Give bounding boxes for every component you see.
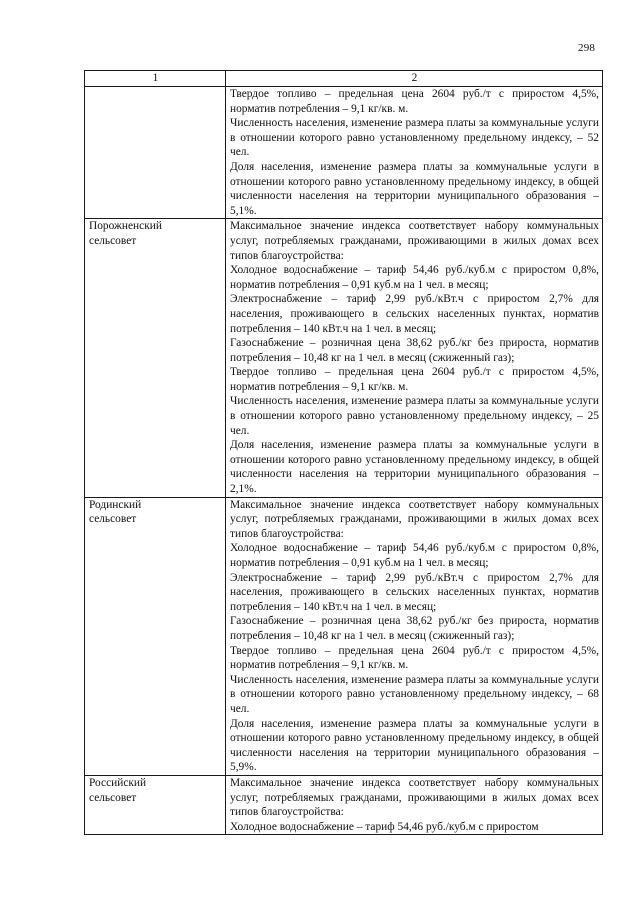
paragraph: Численность населения, изменение размера платы за коммунальные услуги в отношении которого равно установленному предельному индексу, – 52 чел. [230, 117, 599, 159]
paragraph: Максимальное значение индекса соответствует набору коммунальных услуг, потребляемых гражданами, проживающими в жилых домах всех типов благоустройства: [230, 776, 599, 819]
municipality-name: Родинский [89, 498, 142, 511]
description-cell [226, 87, 603, 219]
paragraph: Газоснабжение – розничная цена 38,62 руб./кг без прироста, норматив потребления – 10,48 кг на 1 чел. в месяц (сжиженный газ); [230, 615, 599, 642]
paragraph: Электроснабжение – тариф 2,99 руб./кВт.ч с приростом 2,7% для населения, проживающего в сельских населенных пунктах, норматив потребления – 140 кВт.ч на 1 чел. в месяц; [230, 571, 599, 613]
paragraph: Численность населения, изменение размера платы за коммунальные услуги в отношении которого равно установленному предельному индексу, – 25 чел. [230, 395, 599, 437]
description-cell [226, 775, 603, 834]
paragraph: Доля населения, изменение размера платы за коммунальные услуги в отношении которого равно установленному предельному индексу, в общей численности населения на территории муниципального образования – 5,9%. [230, 717, 599, 774]
paragraph: Твердое топливо – предельная цена 2604 руб./т с приростом 4,5%, норматив потребления – 9,1 кг/кв. м. [230, 366, 599, 393]
municipality-cell [85, 87, 226, 219]
paragraph: Газоснабжение – розничная цена 38,62 руб./кг без прироста, норматив потребления – 10,48 кг на 1 чел. в месяц (сжиженный газ); [230, 337, 599, 364]
column-header-1: 1 [85, 71, 226, 87]
municipality-type: сельсовет [89, 513, 137, 526]
description-cell [226, 497, 603, 775]
municipality-cell [85, 219, 226, 497]
municipal-index-table [84, 70, 603, 835]
paragraph: Доля населения, изменение размера платы за коммунальные услуги в отношении которого равно установленному предельному индексу, в общей численности населения на территории муниципального образования – 5,1%. [230, 160, 599, 217]
municipality-name: Порожненский [89, 220, 162, 233]
paragraph: Холодное водоснабжение – тариф 54,46 руб./куб.м с приростом [230, 820, 539, 833]
table-row [85, 497, 603, 775]
paragraph: Электроснабжение – тариф 2,99 руб./кВт.ч с приростом 2,7% для населения, проживающего в сельских населенных пунктах, норматив потребления – 140 кВт.ч на 1 чел. в месяц; [230, 293, 599, 335]
description-cell [226, 219, 603, 497]
paragraph: Максимальное значение индекса соответствует набору коммунальных услуг, потребляемых гражданами, проживающими в жилых домах всех типов благоустройства: [230, 498, 599, 540]
municipality-type: сельсовет [89, 791, 137, 804]
column-header-2: 2 [226, 71, 603, 87]
table-row [85, 87, 603, 219]
paragraph: Максимальное значение индекса соответствует набору коммунальных услуг, потребляемых гражданами, проживающими в жилых домах всех типов благоустройства: [230, 220, 599, 262]
page-number: 298 [578, 42, 596, 54]
paragraph: Холодное водоснабжение – тариф 54,46 руб./куб.м с приростом 0,8%, норматив потребления – 0,91 куб.м на 1 чел. в месяц; [230, 264, 599, 291]
paragraph: Твердое топливо – предельная цена 2604 руб./т с приростом 4,5%, норматив потребления – 9,1 кг/кв. м. [230, 644, 599, 672]
municipality-type: сельсовет [89, 234, 137, 247]
table-row [85, 775, 603, 834]
table-header-row [85, 71, 603, 87]
municipality-cell [85, 497, 226, 775]
paragraph: Твердое топливо – предельная цена 2604 руб./т с приростом 4,5%, норматив потребления – 9,1 кг/кв. м. [230, 88, 599, 115]
paragraph: Численность населения, изменение размера платы за коммунальные услуги в отношении которого равно установленному предельному индексу, – 68 чел. [230, 673, 599, 715]
table-row [85, 219, 603, 497]
paragraph: Доля населения, изменение размера платы за коммунальные услуги в отношении которого равно установленному предельному индексу, в общей численности населения на территории муниципального образования – 2,1%. [230, 439, 599, 496]
paragraph: Холодное водоснабжение – тариф 54,46 руб./куб.м с приростом 0,8%, норматив потребления – 0,91 куб.м на 1 чел. в месяц; [230, 542, 599, 569]
municipality-cell [85, 775, 226, 834]
municipality-name: Российский [89, 776, 147, 789]
